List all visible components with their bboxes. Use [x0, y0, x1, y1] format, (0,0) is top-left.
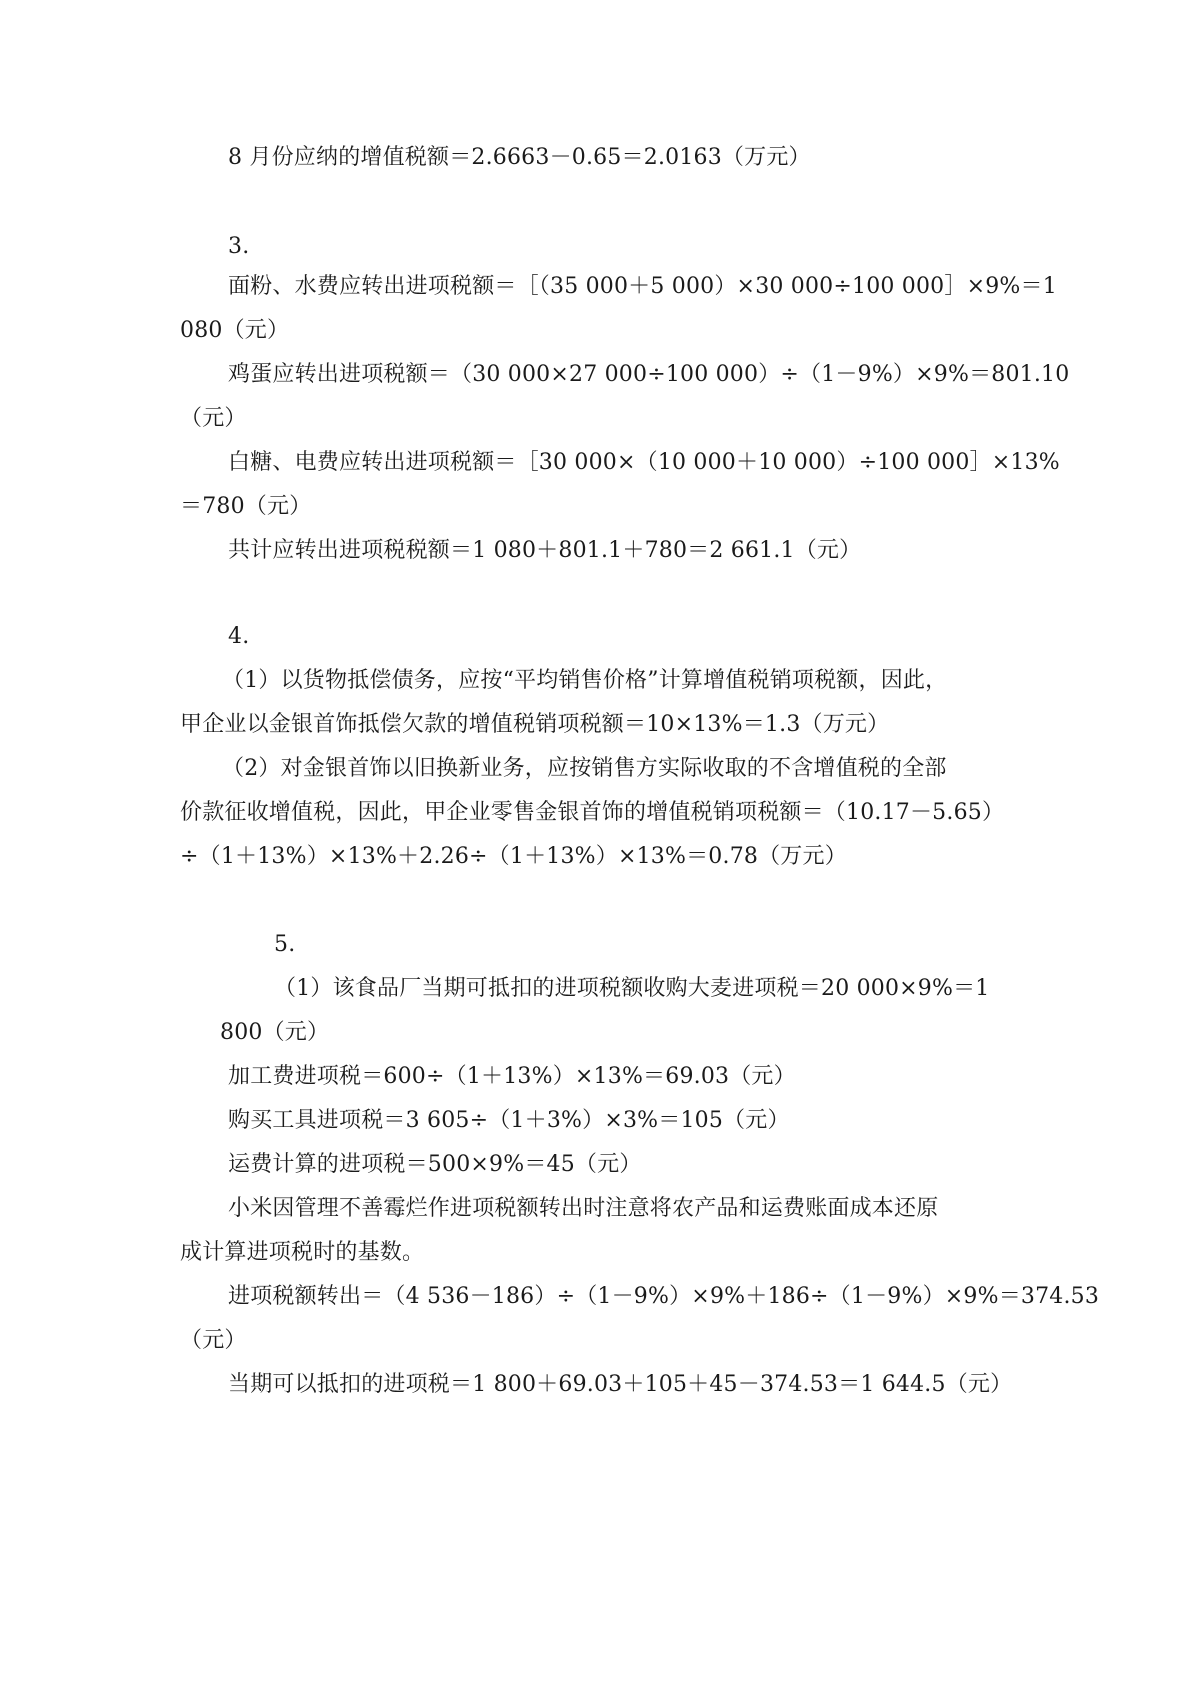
- text-line-august-vat: 8 月份应纳的增值税额＝2.6663－0.65＝2.0163（万元）: [228, 145, 811, 170]
- section-number-3: 3.: [228, 234, 250, 259]
- text-line-sugar-electricity: 白糖、电费应转出进项税额＝［30 000×（10 000＋10 000）÷100 000］×13%: [228, 450, 1060, 475]
- text-line-4-2-cont: 价款征收增值税，因此，甲企业零售金银首饰的增值税销项税额＝（10.17－5.65）: [180, 800, 1005, 825]
- text-line-sugar-electricity-cont: ＝780（元）: [180, 494, 312, 519]
- text-line-4-2: （2）对金银首饰以旧换新业务，应按销售方实际收取的不含增值税的全部: [222, 756, 947, 781]
- text-line-4-1: （1）以货物抵偿债务，应按“平均销售价格”计算增值税销项税额，因此，: [222, 668, 948, 693]
- text-line-tools: 购买工具进项税＝3 605÷（1＋3%）×3%＝105（元）: [228, 1108, 790, 1133]
- text-line-flour-water-cont: 080（元）: [180, 318, 290, 343]
- text-line-4-1-cont: 甲企业以金银首饰抵偿欠款的增值税销项税额＝10×13%＝1.3（万元）: [180, 712, 890, 737]
- text-line-flour-water: 面粉、水费应转出进项税额＝［（35 000＋5 000）×30 000÷100 000］×9%＝1: [228, 274, 1057, 299]
- text-line-5-1-cont: 800（元）: [220, 1020, 330, 1045]
- text-line-eggs-cont: （元）: [180, 406, 247, 431]
- text-line-5-1: （1）该食品厂当期可抵扣的进项税额收购大麦进项税＝20 000×9%＝1: [274, 976, 990, 1001]
- text-line-millet-note: 小米因管理不善霉烂作进项税额转出时注意将农产品和运费账面成本还原: [228, 1196, 939, 1221]
- text-line-freight: 运费计算的进项税＝500×9%＝45（元）: [228, 1152, 642, 1177]
- text-line-deductible-total: 当期可以抵扣的进项税＝1 800＋69.03＋105＋45－374.53＝1 644.5（元）: [228, 1372, 1013, 1397]
- text-line-eggs: 鸡蛋应转出进项税额＝（30 000×27 000÷100 000）÷（1－9%）×9%＝801.10: [228, 362, 1070, 387]
- text-line-processing-fee: 加工费进项税＝600÷（1＋13%）×13%＝69.03（元）: [228, 1064, 796, 1089]
- section-number-4: 4.: [228, 624, 250, 649]
- section-number-5: 5.: [274, 932, 296, 957]
- text-line-millet-note-cont: 成计算进项税时的基数。: [180, 1240, 425, 1265]
- text-line-transfer-out: 进项税额转出＝（4 536－186）÷（1－9%）×9%＋186÷（1－9%）×9%＝374.53: [228, 1284, 1100, 1309]
- text-line-transfer-out-cont: （元）: [180, 1328, 247, 1353]
- text-line-4-2-cont2: ÷（1＋13%）×13%＋2.26÷（1＋13%）×13%＝0.78（万元）: [180, 844, 847, 869]
- text-line-total-transfer: 共计应转出进项税税额＝1 080＋801.1＋780＝2 661.1（元）: [228, 538, 862, 563]
